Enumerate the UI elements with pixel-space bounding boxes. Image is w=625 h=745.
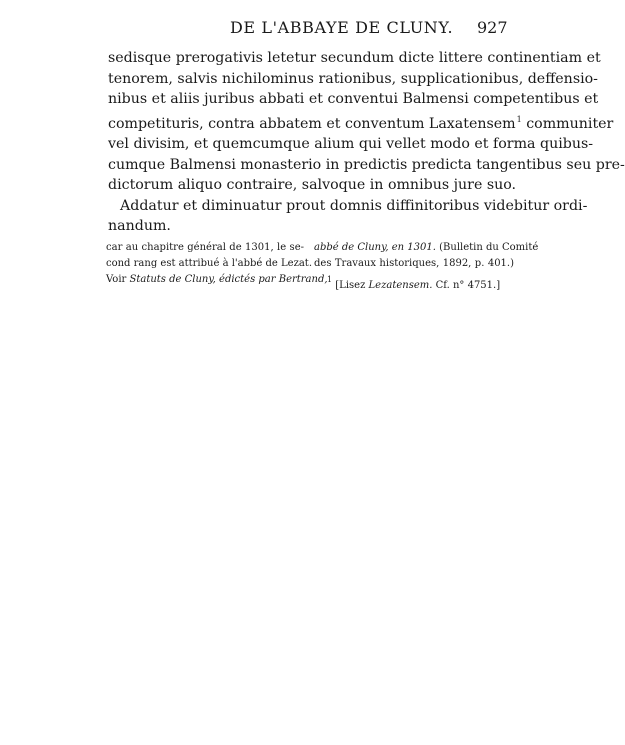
text-line-part: competituris, contra abbatem et conventum Laxatensem xyxy=(108,115,516,132)
page-number: 927 xyxy=(477,18,508,37)
footnote-text: Cf. n° 4751.] xyxy=(435,280,501,291)
footnote-line xyxy=(106,272,328,288)
running-header-title: DE L'ABBAYE DE CLUNY. xyxy=(230,18,454,37)
text-line: Addatur et diminuatur prout domnis diffinitoribus videbitur ordi- xyxy=(120,197,588,214)
text-line-part: communiter xyxy=(526,115,614,132)
footnote-citation: Statuts de Cluny, édictés par Bertrand, xyxy=(129,274,328,285)
text-line xyxy=(108,110,614,135)
footnote-text: [Lisez xyxy=(335,280,366,291)
text-line: nandum. xyxy=(108,218,171,234)
text-line: dictorum aliquo contraire, salvoque in omnibus jure suo. xyxy=(108,177,517,193)
footnote-line: des Travaux historiques, 1892, p. 401.) xyxy=(314,258,514,269)
footnote-text: Voir xyxy=(106,274,127,285)
footnote-column-left xyxy=(106,240,328,288)
text-line: tenorem, salvis nichilominus rationibus, supplicationibus, deffensio- xyxy=(108,70,598,87)
footnote-line xyxy=(314,272,514,294)
main-text-block xyxy=(108,48,625,237)
footnote-text: (Bulletin du Comité xyxy=(439,242,539,253)
footnote-citation: abbé de Cluny, en 1301. xyxy=(314,242,436,253)
footnote-line: cond rang est attribué à l'abbé de Lezat. xyxy=(106,258,313,269)
text-line: sedisque prerogativis letetur secundum dicte littere continentiam et xyxy=(108,50,601,66)
footnote-number: 1 xyxy=(327,275,333,284)
footnote-reference: 1 xyxy=(516,114,522,124)
footnote-line: car au chapitre général de 1301, le se- xyxy=(106,242,304,253)
footnote-line xyxy=(314,240,539,256)
footnote-column-right xyxy=(314,240,539,294)
text-line: nibus et aliis juribus abbati et conventui Balmensi competentibus et xyxy=(108,91,599,107)
text-line: vel divisim, et quemcumque alium qui vellet modo et forma quibus- xyxy=(108,136,594,152)
footnote-emphasis: Lezatensem. xyxy=(368,280,433,291)
text-line: cumque Balmensi monasterio in predictis predicta tangentibus seu pre- xyxy=(108,156,625,173)
